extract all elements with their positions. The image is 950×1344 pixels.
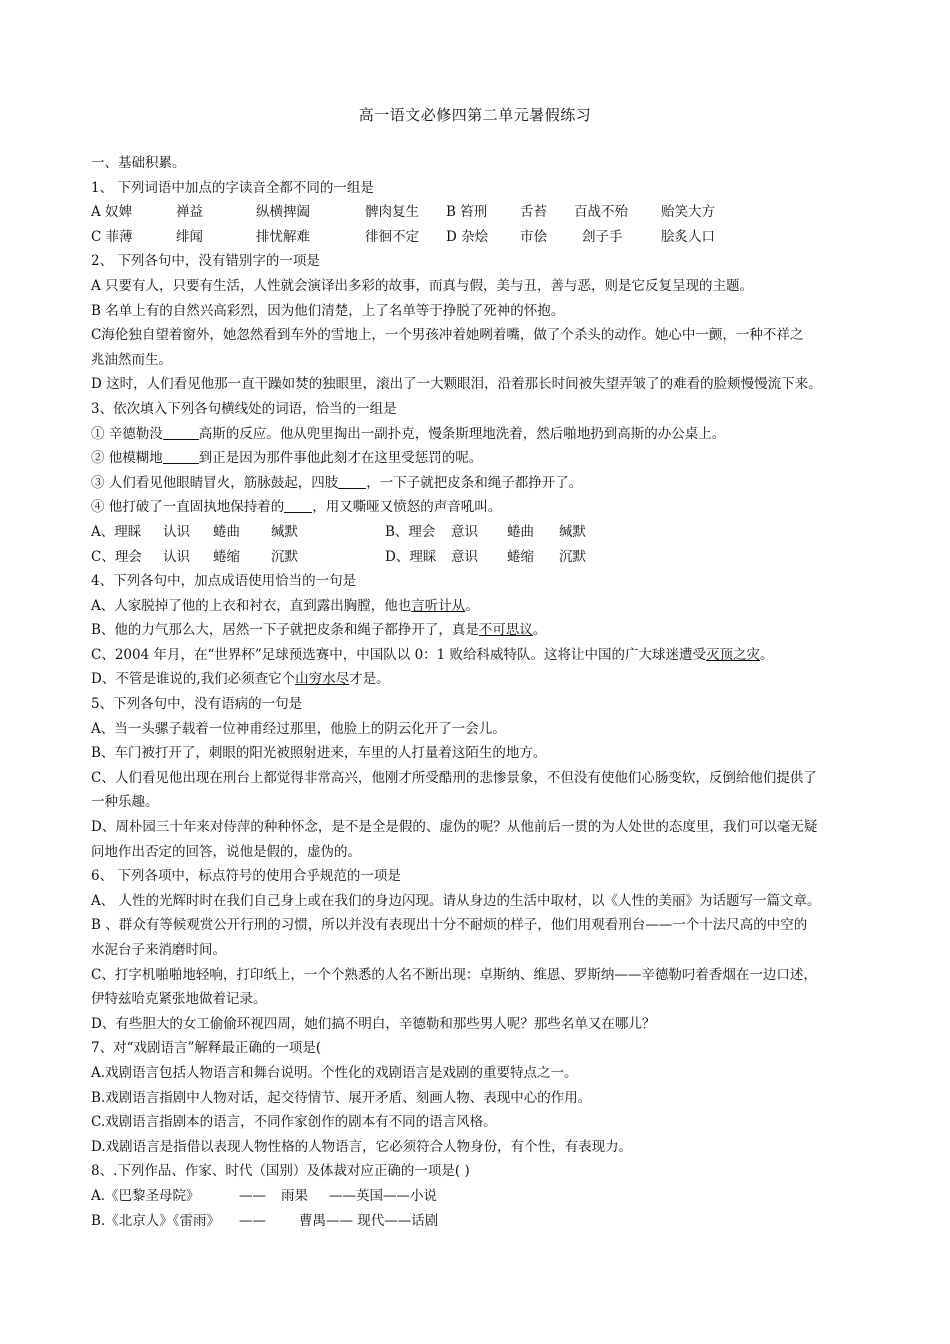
question-7-option-d: D.戏剧语言是指借以表现人物性格的人物语言，它必须符合人物身份，有个性，有表现力。 xyxy=(91,1138,633,1155)
question-6-option-b-cont: 水泥台子来消磨时间。 xyxy=(91,942,226,958)
question-1-options-cd xyxy=(91,225,871,250)
q1-option: 徘徊不定 xyxy=(365,228,419,245)
question-5-option-d: D、周朴园三十年来对侍萍的种种怀念，是不是全是假的、虚伪的呢？从他前后一贯的为人处世的态度里，我们可以毫无疑 xyxy=(91,819,818,836)
q3-text: ③ 人们看见他眼睛冒火，筋脉鼓起，四肢 xyxy=(91,474,339,491)
question-7-option-b: B.戏剧语言指剧中人物对话，起交待情节、展开矛盾、刻画人物、表现中心的作用。 xyxy=(91,1089,592,1106)
fill-blank xyxy=(338,474,366,489)
q3-option: 蜷缩 xyxy=(213,548,240,565)
question-5-option-c-cont: 一种乐趣。 xyxy=(91,794,159,811)
q8-info: ——英国——小说 xyxy=(329,1187,437,1204)
idiom-underlined: 灭顶之灾 xyxy=(706,646,761,663)
q8-dash: —— xyxy=(239,1212,266,1229)
question-3-stem: 3、依次填入下列各句横线处的词语，恰当的一组是 xyxy=(91,400,397,417)
q3-text: 到正是因为那件事他此刻才在这里受惩罚的呢。 xyxy=(198,450,483,467)
q3-text: ② 他模糊地 xyxy=(91,450,163,467)
question-7-stem: 7、对“戏剧语言”解释最正确的一项是( xyxy=(91,1040,322,1057)
q3-text: ，用又嘶哑又愤怒的声音吼叫。 xyxy=(312,499,502,516)
question-8-option-b xyxy=(91,1209,871,1234)
question-4-option-c xyxy=(91,643,871,668)
question-3-options-ab xyxy=(91,520,871,545)
q1-option: B 笞刑 xyxy=(446,204,488,221)
q4-text: D、不管是谁说的,我们必须查它个 xyxy=(91,671,296,688)
q8-author: 雨果 xyxy=(281,1187,308,1204)
idiom-underlined: 言听计从 xyxy=(411,597,466,614)
q3-option: 沉默 xyxy=(271,548,298,565)
idiom-underlined: 不可思议 xyxy=(478,622,533,639)
q1-option: 纵横捭阖 xyxy=(256,204,310,221)
document-body xyxy=(91,151,871,1233)
q8-dash: —— xyxy=(239,1187,266,1204)
question-2-option-b: B 名单上有的自然兴高彩烈，因为他们清楚，上了名单等于挣脱了死神的怀抱。 xyxy=(91,302,565,319)
question-2-option-c-cont: 兆油然而生。 xyxy=(91,351,172,368)
question-3-sentence-3 xyxy=(91,471,871,496)
q3-option: 意识 xyxy=(451,548,478,565)
q3-option: 沉默 xyxy=(559,548,586,565)
page-title: 高一语文必修四第二单元暑假练习 xyxy=(358,106,592,124)
question-1-stem: 1、 下列词语中加点的字读音全都不同的一组是 xyxy=(91,179,374,196)
q4-text: B、他的力气那么大，居然一下子就把皮条和绳子都挣开了，真是 xyxy=(91,622,479,639)
q3-option: C、理会 xyxy=(91,548,142,565)
question-5-stem: 5、下列各句中，没有语病的一句是 xyxy=(91,696,303,713)
section-heading: 一、基础积累。 xyxy=(91,155,186,171)
q1-option: 刽子手 xyxy=(582,228,623,245)
q1-option: 禅益 xyxy=(176,204,203,221)
q1-option: 贻笑大方 xyxy=(661,204,715,221)
q1-option: D 杂烩 xyxy=(446,228,489,245)
q3-text: 高斯的反应。他从兜里掏出一副扑克，慢条斯理地洗着，然后啪地扔到高斯的办公桌上。 xyxy=(198,425,726,442)
q1-option: 绯闻 xyxy=(176,228,203,245)
q4-text: 。 xyxy=(465,597,479,614)
question-4-option-b xyxy=(91,618,871,643)
q3-option: 蜷曲 xyxy=(507,523,534,540)
q4-text: 。 xyxy=(532,622,547,639)
q3-option: 缄默 xyxy=(559,523,586,540)
q3-option: 蜷缩 xyxy=(507,548,534,565)
q8-work: B.《北京人》《雷雨》 xyxy=(91,1212,220,1229)
question-6-option-c: C、打字机啪啪地轻响，打印纸上，一个个熟悉的人名不断出现：卓斯纳、维恩、罗斯纳——辛德勒叼着香烟在一边口述， xyxy=(91,966,817,983)
q3-option: D、理睬 xyxy=(385,548,437,565)
q1-option: 舌苔 xyxy=(520,204,547,221)
question-3-sentence-4 xyxy=(91,495,871,520)
q4-text: A、人家脱掉了他的上衣和衬衣，直到露出胸膛，他也 xyxy=(91,597,412,614)
question-2-option-a: A 只要有人，只要有生活，人性就会演译出多彩的故事，而真与假，美与丑，善与恶，则是它反复呈现的主题。 xyxy=(91,277,754,294)
q8-info: 曹禺—— 现代——话剧 xyxy=(299,1212,439,1229)
question-7-option-a: A.戏剧语言包括人物语言和舞台说明。个性化的戏剧语言是戏剧的重要特点之一。 xyxy=(91,1064,578,1081)
question-5-option-d-cont: 问地作出否定的回答，说他是假的，虚伪的。 xyxy=(91,843,361,860)
question-5-option-b: B、车门被打开了，刺眼的阳光被照射进来，车里的人打量着这陌生的地方。 xyxy=(91,745,547,762)
q1-option: 排忧解难 xyxy=(256,228,310,245)
question-6-option-d: D、有些胆大的女工偷偷环视四周，她们搞不明白，辛德勒和那些男人呢？那些名单又在哪儿？ xyxy=(91,1015,656,1032)
q1-option: C 菲薄 xyxy=(91,228,133,245)
q3-text: ，一下子就把皮条和绳子都挣开了。 xyxy=(366,474,583,491)
idiom-underlined: 山穷水尽 xyxy=(295,671,350,688)
question-6-option-c-cont: 伊特兹哈克紧张地做着记录。 xyxy=(91,991,267,1008)
q1-option: 市侩 xyxy=(520,228,547,245)
fill-blank xyxy=(284,498,312,513)
question-6-option-b: B 、群众有等候观赏公开行刑的习惯，所以并没有表现出十分不耐烦的样子，他们用观看刑台——一个十法尺高的中空的 xyxy=(91,917,808,934)
question-2-stem: 2、 下列各句中，没有错别字的一项是 xyxy=(91,253,320,270)
q1-option: 脍炙人口 xyxy=(661,228,715,245)
question-2-option-c: C海伦独自望着窗外，她忽然看到车外的雪地上，一个男孩冲着她咧着嘴，做了个杀头的动作。她心中一颤，一种不祥之 xyxy=(91,327,804,344)
q3-option: 蜷曲 xyxy=(213,523,240,540)
q1-option: 髀肉复生 xyxy=(365,204,419,221)
question-8-option-a xyxy=(91,1184,871,1209)
question-8-stem: 8、.下列作品、作家、时代（国别）及体裁对应正确的一项是( ) xyxy=(91,1163,470,1180)
q3-text: ④ 他打破了一直固执地保持着的 xyxy=(91,499,285,516)
q3-option: A、理睬 xyxy=(91,523,142,540)
q3-option: 缄默 xyxy=(271,523,298,540)
q3-text: ① 辛德勒没 xyxy=(91,425,163,442)
q3-option: 意识 xyxy=(451,523,478,540)
q3-option: B、理会 xyxy=(385,523,436,540)
question-7-option-c: C.戏剧语言指剧本的语言，不同作家创作的剧本有不同的语言风格。 xyxy=(91,1114,497,1131)
question-2-option-d: D 这时，人们看见他那一直干躁如焚的独眼里，滚出了一大颗眼泪，沿着那长时间被失望弄皱了的难看的脸颊慢慢流下来。 xyxy=(91,376,822,393)
fill-blank xyxy=(163,425,199,440)
question-5-option-a: A、当一头骡子载着一位神甫经过那里，他脸上的阴云化开了一会儿。 xyxy=(91,720,506,737)
question-3-options-cd xyxy=(91,545,871,570)
question-3-sentence-1 xyxy=(91,422,871,447)
q3-option: 认识 xyxy=(163,548,190,565)
question-3-sentence-2 xyxy=(91,446,871,471)
q4-text: C、2004 年月，在“世界杯”足球预选赛中，中国队以 0：1 败给科威特队。这将让中国的广大球迷遭受 xyxy=(91,646,707,663)
q3-option: 认识 xyxy=(163,523,190,540)
question-5-option-c: C、人们看见他出现在刑台上都觉得非常高兴，他刚才所受酷刑的悲惨景象，不但没有使他们心肠变软，反倒给他们提供了 xyxy=(91,769,817,786)
fill-blank xyxy=(163,449,199,464)
question-4-option-d xyxy=(91,667,871,692)
q4-text: 才是。 xyxy=(349,671,390,688)
q1-option: 百战不殆 xyxy=(574,204,628,221)
q1-option: A 奴婢 xyxy=(91,204,133,221)
q8-work: A.《巴黎圣母院》 xyxy=(91,1187,200,1204)
question-4-stem: 4、下列各句中，加点成语使用恰当的一句是 xyxy=(91,573,357,590)
question-6-option-a: A、 人性的光辉时时在我们自己身上或在我们的身边闪现。请从身边的生活中取材，以《人性的美丽》为话题写一篇文章。 xyxy=(91,892,821,909)
q4-text: 。 xyxy=(760,646,774,663)
question-4-option-a xyxy=(91,594,871,619)
question-1-options-ab xyxy=(91,200,871,225)
question-6-stem: 6、 下列各项中，标点符号的使用合乎规范的一项是 xyxy=(91,868,401,885)
